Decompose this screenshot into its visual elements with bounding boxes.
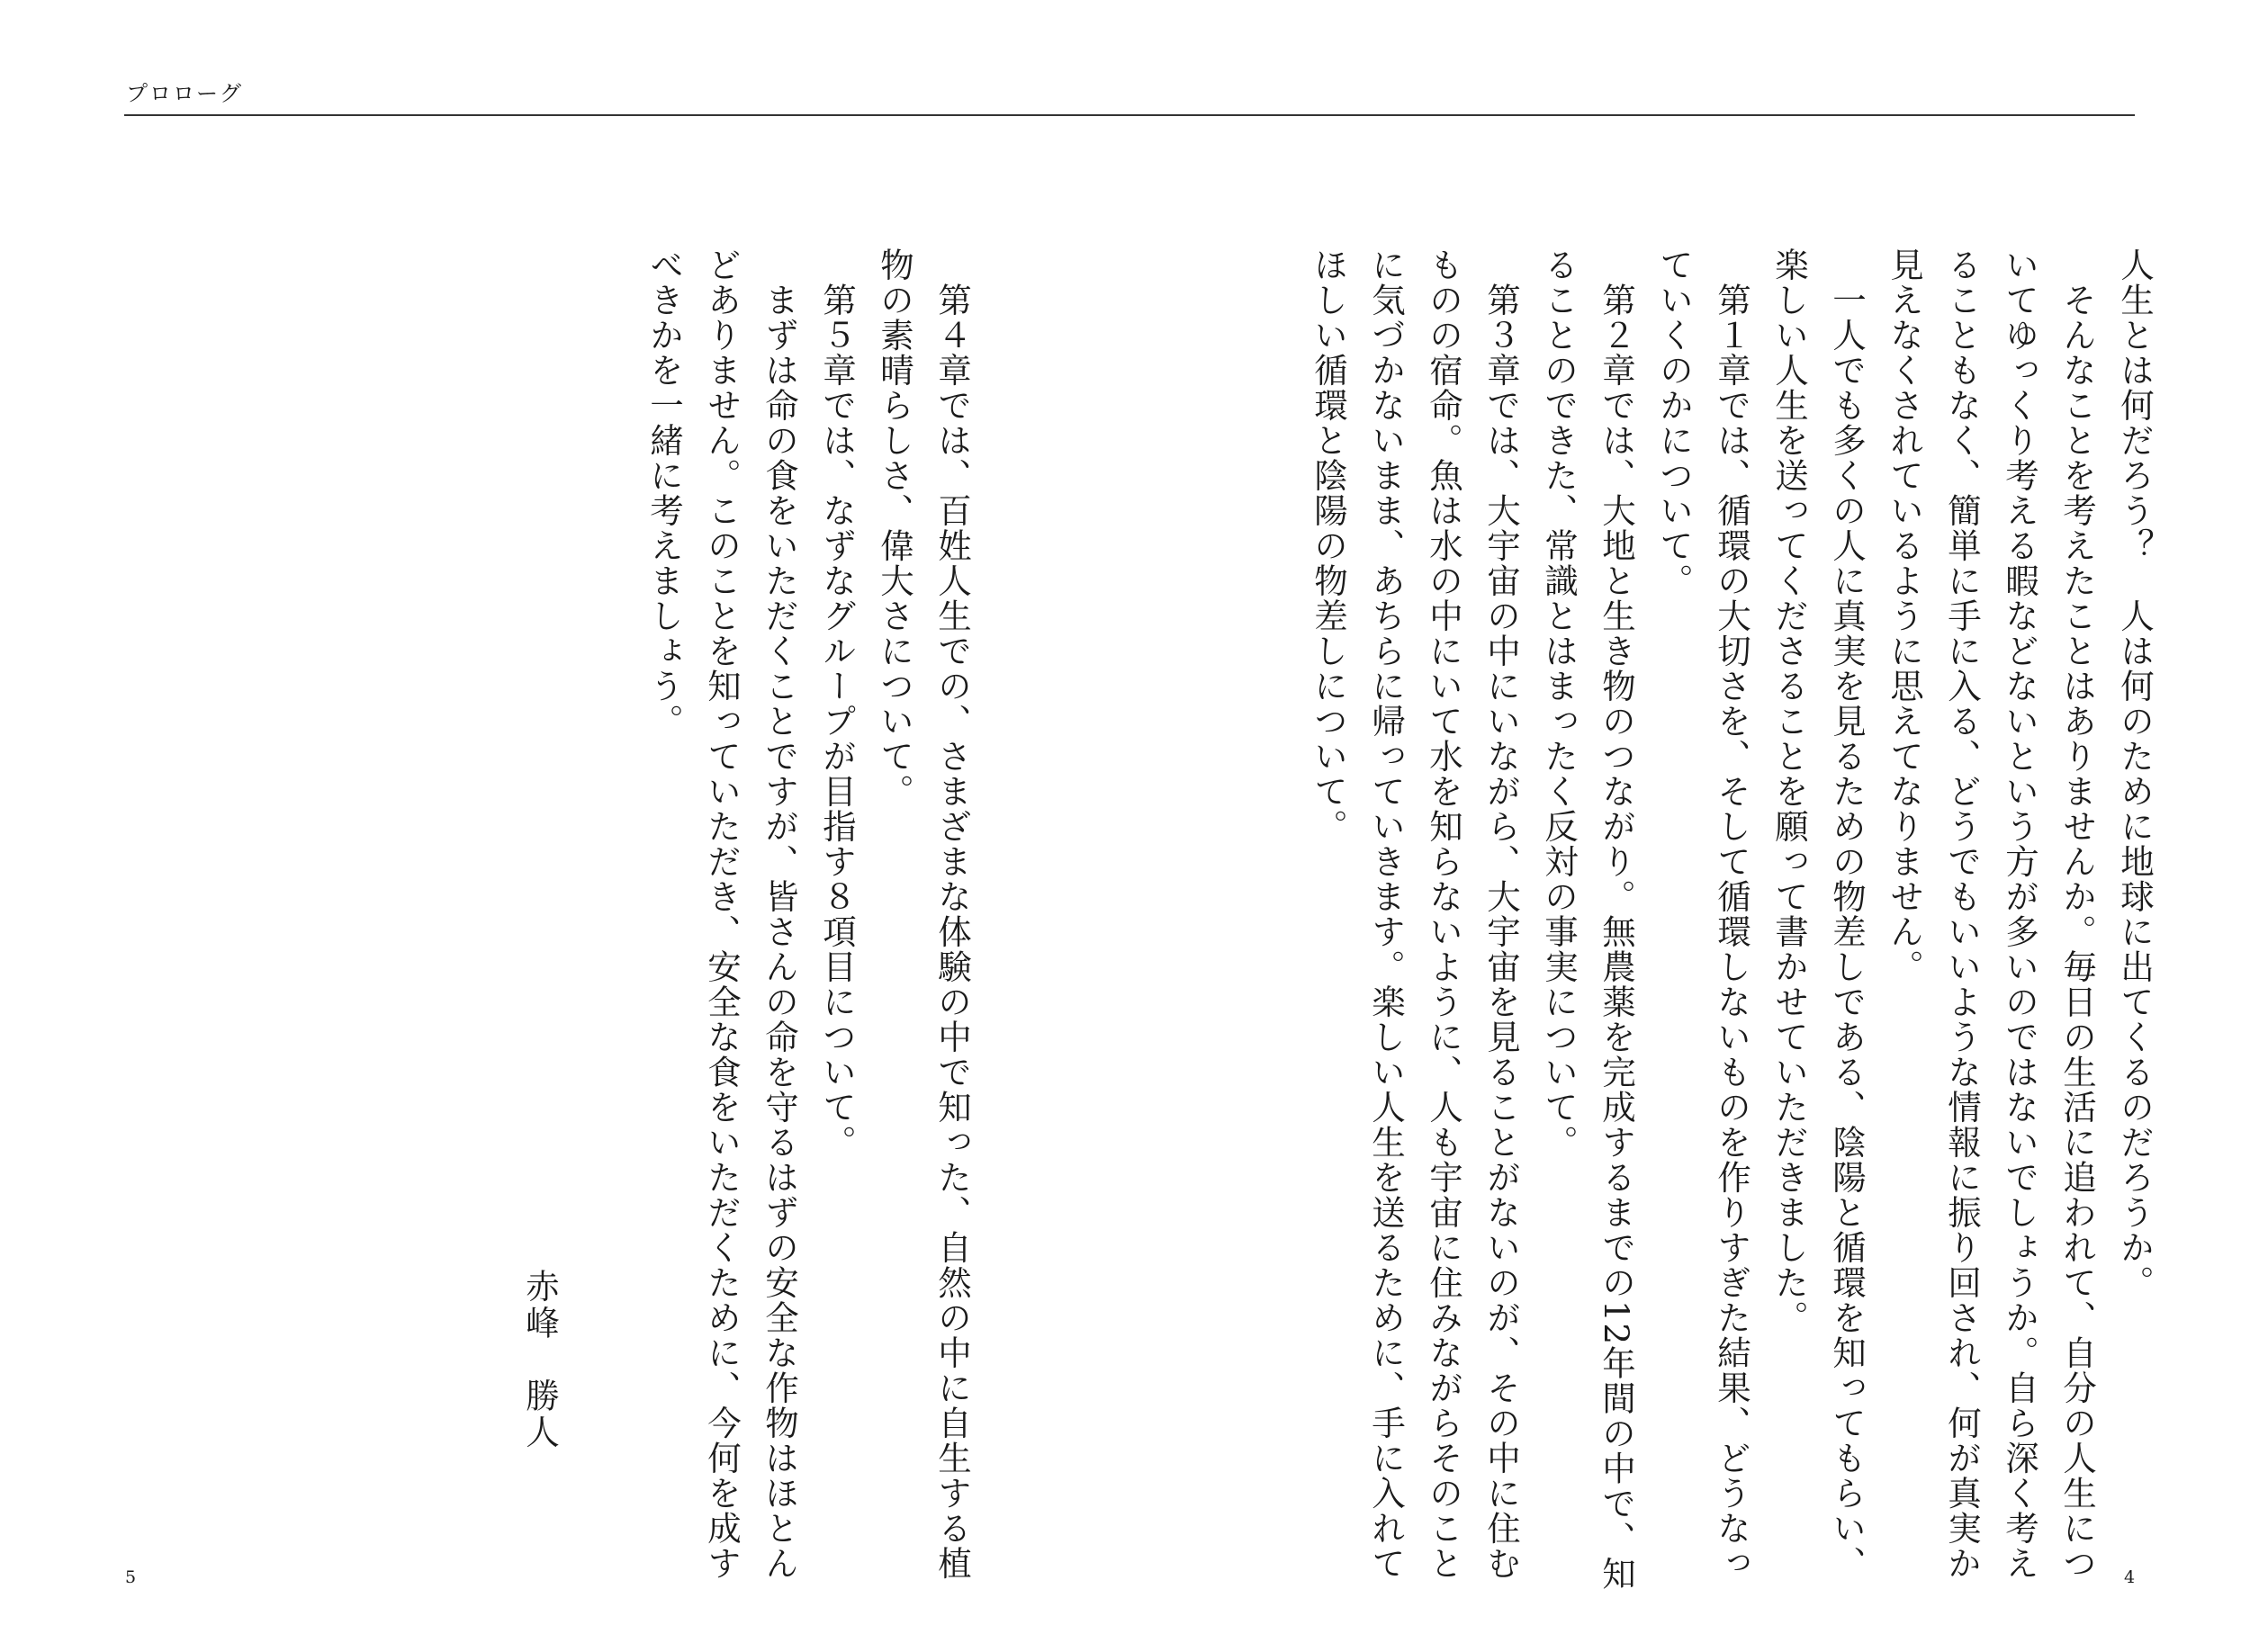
page-number-left: 5	[125, 1567, 137, 1587]
right-page-body-text: 人生とは何だろう？ 人は何のために地球に出てくるのだろうか。 そんなことを考えたことはありませんか。毎日の生活に追われて、自分の人生につ いてゆっくり考える暇などないという方が多いのではないでしょうか。自ら深く考え ることもなく、簡単に手に入る、どうでもいいような情報に振り回され、何が真実か 見えなくされているように思えてなりません。 一人でも多くの人に真実を見るための物差しである、陰陽と循環を知ってもらい、 楽しい人生を送ってくださることを願って書かせていただきました。 第１章では、循環の大切さを、そして循環しないものを作りすぎた結果、どうなっ ていくのかについて。 第２章では、大地と生き物のつながり。無農薬を完成するまでの12年間の中で、知 ることのできた、常識とはまったく反対の事実について。 第３章では、大宇宙の中にいながら、大宇宙を見ることがないのが、その中に住む ものの宿命。魚は水の中にいて水を知らないように、人も宇宙に住みながらそのこと に気づかないまま、あちらに帰っていきます。楽しい人生を送るために、手に入れて ほしい循環と陰陽の物差しについて。	[1309, 247, 2155, 1592]
page-number-right: 4	[2124, 1567, 2136, 1587]
running-head-title: プロローグ	[126, 81, 243, 106]
author-name: 赤峰 勝人	[520, 1269, 560, 1451]
left-page-body-text: 第４章では、百姓人生での、さまざまな体験の中で知った、自然の中に自生する植 物の素晴らしさ、偉大さについて。 第５章では、なずなグループが目指す８項目について。 まずは命の食をいただくことですが、皆さんの命を守るはずの安全な作物はほとん どありません。このことを知っていただき、安全な食をいただくために、今何を成す べきかを一緒に考えましょう。	[644, 247, 972, 1581]
header-rule	[124, 114, 2135, 116]
